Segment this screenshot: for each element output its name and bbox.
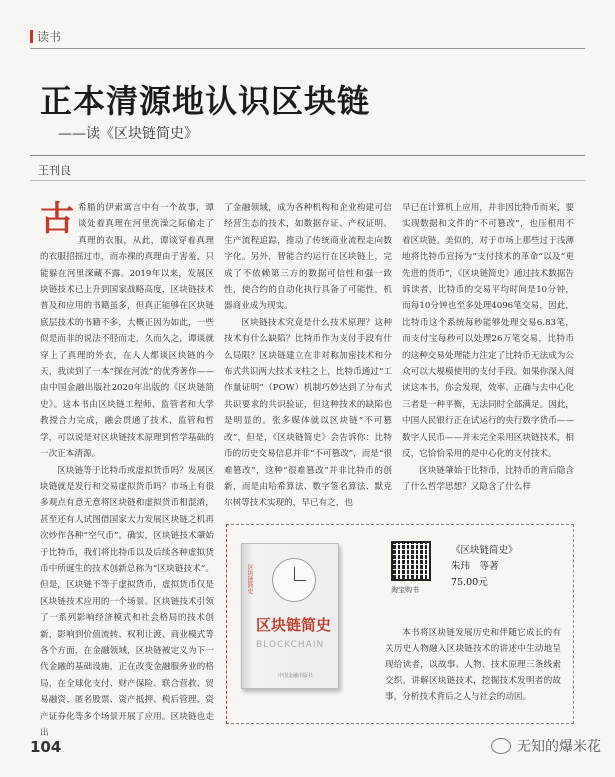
section-label: 读书: [37, 30, 62, 44]
book-price: 75.00元: [451, 577, 488, 588]
book-author: 朱玮 等著: [451, 561, 499, 572]
book-name: 《区块链简史》: [451, 545, 518, 556]
page-number: 104: [30, 738, 62, 756]
header-rule: [30, 48, 585, 49]
text-column-2: [224, 200, 392, 512]
book-cover-english: BLOCKCHAIN: [256, 640, 325, 650]
article-author: 王刊良: [38, 164, 71, 177]
paragraph: 区块链等于比特币或虚拟货币吗？发展区块链就是发行和交易虚拟货币吗？市场上有很多观点有意无意将区块链和虚拟货币相混淆，甚至还有人试图借国家大力发展区块链之机再次炒作各种“空气币”。确实，区块链技术肇始于比特币，我们将比特币以及后续各种虚拟货币中所诞生的技术创新总称为“区块链技术”。但是，区块链不等于虚拟货币，虚拟货币仅是区块链技术应用的一个场景。区块链技术引领了一系列影响经济模式和社会格局的技术创新，影响到价值流转、权利让渡、商业模式等各个方面，在金融领域，区块链被定义为下一代金融的基础设施，正在改变金融服务业的格局，在全球化支付、财产保险、联合营救、贸易融资、匿名股票、资产抵押、税后管理、资产证券化等多个场景开展了应用。区块链也走出: [40, 465, 214, 738]
watermark-text: 无知的爆米花: [517, 739, 601, 755]
section-tag-bar: [30, 30, 33, 43]
book-description: 本书将区块链发展历史和伴随它成长的有关历史人物融入区块链技术的讲述中生动地呈现给读者，以故事、人物、技术原理三条线索交织，讲解区块链技术，挖掘技术发明者的故事，分析技术背后之人与社会的动因。: [385, 628, 561, 702]
book-cover-publisher: 中国金融出版社: [278, 673, 314, 679]
paragraph: 区块链肇始于比特币，比特币的背后隐含了什么哲学思想？又隐含了什么样: [402, 465, 574, 492]
drop-cap: 古: [40, 199, 74, 239]
author-rule-top: [30, 155, 585, 156]
clock-icon: [272, 558, 316, 602]
book-spine-text: 区块链简史: [246, 564, 253, 594]
paragraph: 区块链技术究竟是什么技术原理？这种技术有什么缺陷？比特币作为支付手段有什么局限？区块链建立在非对称加密技术和分布式共识两大技术支柱之上，比特币通过“工作量证明”（POW）机制巧妙达到了分布式共识要求的共识验证，但这种技术的缺陷也是明显的。张多媒体就以区块链“不可篡改”，但是，《区块链简史》会告诉你：比特币的历史交易信息并非“不可篡改”，而是“很难篡改”，这种“很难篡改”并非比特币的创新，而是由哈希算法、数字签名算法、默克尔树等技术实现的，早已有之，也: [224, 317, 392, 509]
paragraph: 了金融领域，成为各种机构和企业构建可信经营生态的技术，如数据存证、产权证明、生产流程追踪，推动了传统商业流程走向数字化。另外，智能合约运行在区块链上，完成了不依赖第三方的数据可信性和强一致性，使合约的自动化执行具备了可能性，机器商业成为现实。: [224, 203, 392, 312]
article-title: 正本清源地认识区块链: [40, 82, 371, 120]
book-info-box: [226, 524, 574, 724]
text-column-1: [40, 199, 214, 738]
qr-code[interactable]: [391, 541, 431, 581]
wechat-icon: [491, 738, 511, 754]
paragraph: 早已在计算机上应用，并非因比特币而来，要实现数据和文件的“不可篡改”，也压根用不着区块链。美似的，对于市场上那些过于浅薄地将比特币宣扬为“支付技术的革命”以及“更先进的货币”，《区块链简史》通过技术数据告诉读者，比特币的交易平均时间是10分钟，而每10分钟也至多处理4096笔交易，因此，比特币这个系统每秒能够处理交易6.83笔，而支付宝每秒可以处理26万笔交易，比特币的这种交易处理能力注定了比特币无法成为公众可以大规模使用的支付手段。如果你深入阅读这本书，你会发现，效率、正确与去中心化三者是一种平衡，无法同时全部满足。因此，中国人民银行正在试运行的央行数字货币——数字人民币——并未完全采用区块链技术，相反，它恰恰采用的是中心化的支付技术。: [402, 203, 574, 460]
section-tag: [30, 28, 61, 45]
watermark: [491, 736, 601, 756]
paragraph-text: 希腊的伊索寓言中有一个故事，谭谈处着真理在河里洗澡之际偷走了真理的衣服，从此，谭谈穿着真理的衣服招摇过市，而赤裸的真理由于害羞，只能躲在河里深藏不露。2019年以来，发展区块链技术已上升到国家战略高度，区块链技术普及和应用的书籍虽多，但真正能够在区块链底层技术的书籍不多，大概正因为如此，一些似是而非的说法不胫而走，久而久之，谭谈就穿上了真理的外衣，在人人都谈区块链的今天，我读到了一本“探在河流”的优秀著作——由中国金融出版社2020年出版的《区块链简史》。这本书由区块链工程师、监管者和大学教授合力完成，融会贯通了技术、监管和哲学，可以说是对区块链技术原理到哲学基础的一次正本清源。: [40, 203, 214, 460]
author-rule-bottom: [30, 180, 585, 181]
paragraph: [40, 200, 214, 463]
text-column-3: [402, 200, 574, 512]
qr-label: 淘宝购书: [391, 586, 419, 594]
book-details: [451, 543, 518, 591]
article-subtitle: ——读《区块链简史》: [58, 126, 198, 142]
book-cover-title: 区块链简史: [256, 616, 332, 634]
book-cover-image: [241, 543, 339, 689]
